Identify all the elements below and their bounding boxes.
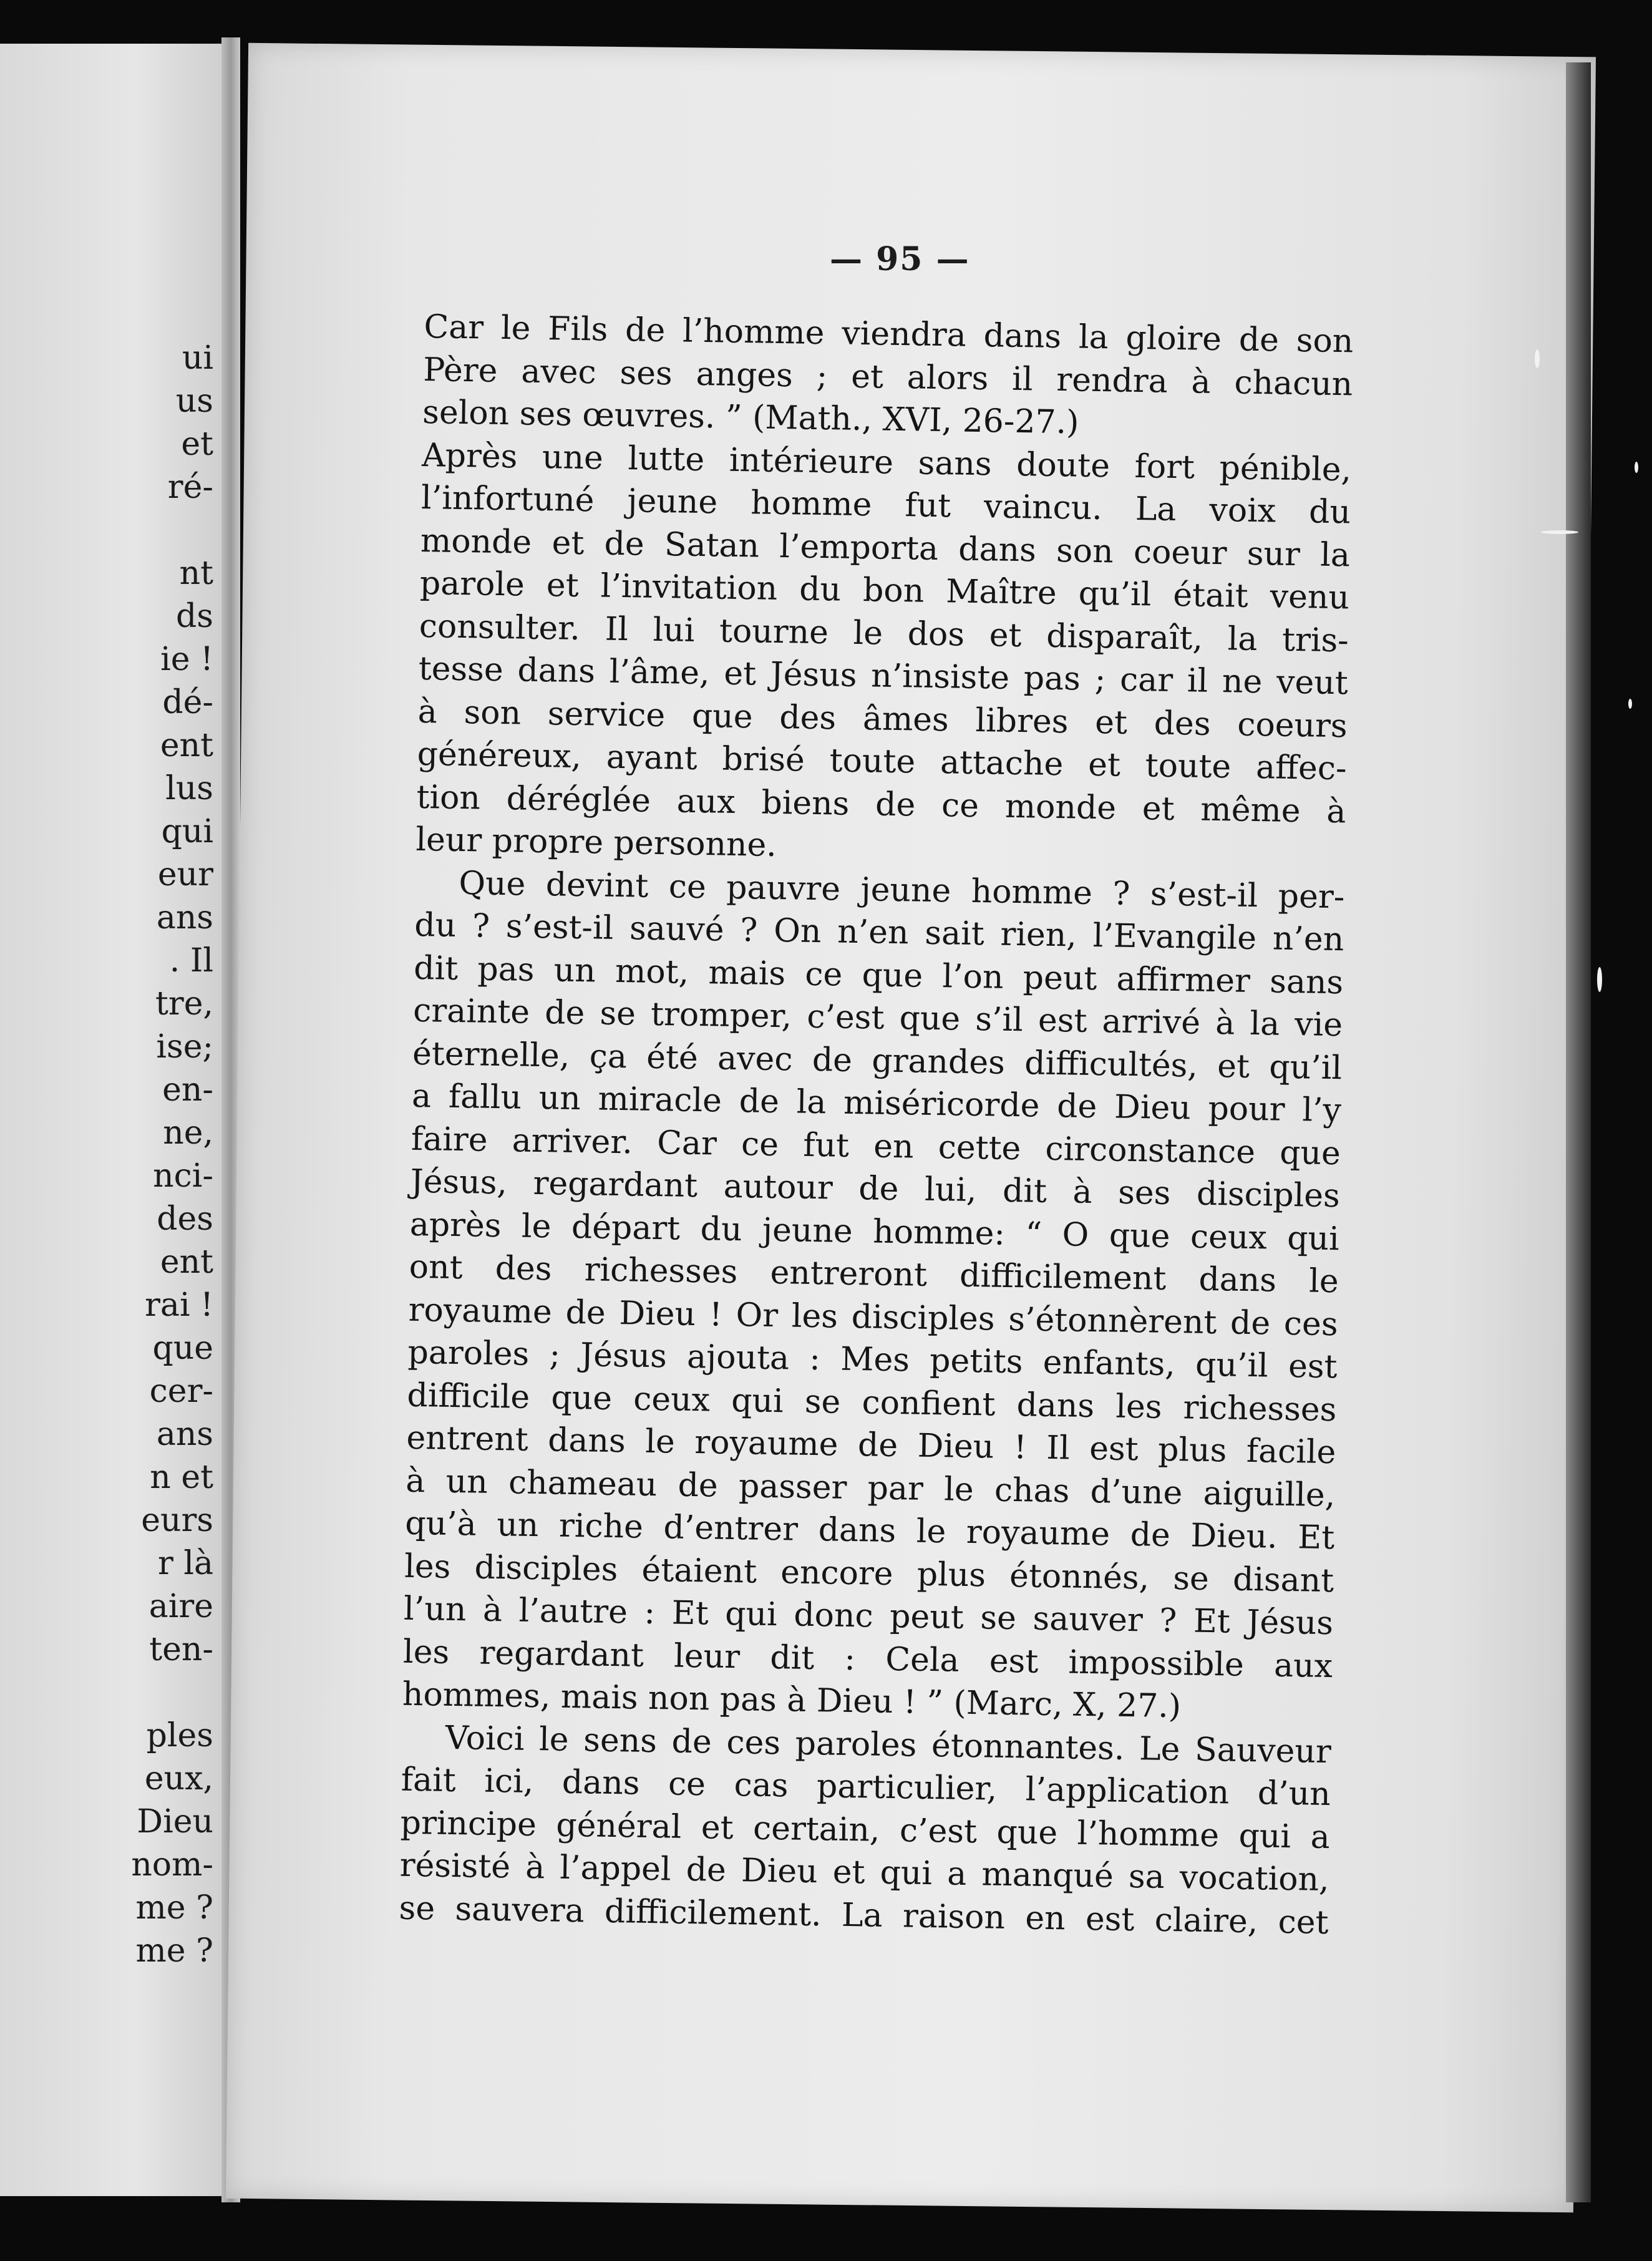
left-page-fragment: en- [162,1071,213,1109]
text-line: les regardant leur dit : Cela est impossible aux [402,1633,1333,1685]
left-page-fragment: aire [148,1588,213,1625]
text-line: a fallu un miracle de la miséricorde de Dieu pour l’y [411,1077,1342,1130]
text-line: royaume de Dieu ! Or les disciples s’étonnèrent de ces [408,1291,1339,1343]
text-line: hommes, mais non pas à Dieu ! ” (Marc, X, 27.) [402,1675,1182,1726]
body-text [399,306,1354,1944]
scan-speck [1628,699,1632,709]
left-page-fragment: ples [146,1717,213,1754]
left-page-fragment: eurs [141,1502,213,1539]
page-edge-shadow [1566,62,1591,2202]
left-page-fragment: nci- [153,1157,213,1195]
left-page-fragment: des [157,1200,213,1238]
text-line: Père avec ses anges ; et alors il rendra à chacun [422,351,1353,403]
text-line: à son service que des âmes libres et des coeurs [417,693,1348,745]
left-page-fragment: me ? [135,1889,213,1927]
left-page-fragment: ne, [163,1114,213,1152]
left-page-fragment: ans [156,899,213,936]
left-page-fragment: r là [157,1545,213,1582]
left-page-fragment: cer- [149,1373,213,1410]
text-line: dit pas un mot, mais ce que l’on peut affirmer sans [413,949,1344,1001]
left-page-fragment: n et [150,1459,213,1496]
left-page-fragment: Dieu [137,1803,213,1840]
text-line: consulter. Il lui tourne le dos et disparaît, la tris- [419,607,1349,659]
left-page-fragment [131,1671,213,1714]
text-line: l’un à l’autre : Et qui donc peut se sauver ? Et Jésus [403,1590,1334,1643]
left-page-fragment: que [152,1330,213,1367]
left-page-fragment: nt [179,555,213,592]
left-page-fragment: eux, [144,1760,213,1797]
text-line: Que devint ce pauvre jeune homme ? s’est-il per- [458,864,1345,916]
text-line: ont des richesses entreront difficilement dans le [409,1248,1339,1301]
left-page-text-fragments [131,337,213,1973]
left-facing-page [0,44,225,2196]
text-line: après le départ du jeune homme: “ O que ceux qui [409,1205,1340,1258]
text-line: Voici le sens de ces paroles étonnantes. Le Sauveur [445,1719,1332,1771]
text-line: crainte de se tromper, c’est que s’il est arrivé à la vie [412,991,1343,1044]
text-line: leur propre personne. [415,820,777,864]
left-page-fragment: qui [161,813,213,850]
left-page-fragment: ie ! [160,641,213,678]
text-line: principe général et certain, c’est que l’homme qui a [400,1804,1331,1856]
left-page-fragment: dé- [162,684,213,721]
text-line: Après une lutte intérieure sans doute fort pénible, [421,436,1352,489]
left-page-fragment: ent [160,1243,213,1281]
text-line: du ? s’est-il sauvé ? On n’en sait rien, l’Evangile n’en [414,906,1344,959]
text-line: faire arriver. Car ce fut en cette circonstance que [411,1120,1341,1172]
left-page-fragment: nom- [131,1846,213,1884]
text-line: les disciples étaient encore plus étonnés, se disant [404,1547,1334,1600]
left-page-fragment: ds [176,598,213,635]
left-page-fragment: rai ! [145,1286,213,1324]
text-line: selon ses œuvres. ” (Math., XVI, 26-27.) [422,393,1079,442]
text-line: tion déréglée aux biens de ce monde et même à [416,778,1346,830]
text-line: éternelle, ça été avec de grandes difficultés, et qu’il [412,1034,1343,1087]
left-page-fragment: me ? [135,1932,213,1970]
left-page-fragment: tre, [155,985,213,1023]
left-page-fragment: eur [157,856,213,893]
scan-speck [1535,349,1540,368]
text-line: qu’à un riche d’entrer dans le royaume de Dieu. Et [404,1504,1335,1557]
text-line: parole et l’invitation du bon Maître qu’il était venu [419,564,1350,617]
scan-speck [1635,462,1638,473]
scan-speck [1541,530,1578,534]
text-line: paroles ; Jésus ajouta : Mes petits enfants, qu’il est [407,1333,1338,1386]
text-line: se sauvera difficilement. La raison en est claire, cet [399,1889,1329,1942]
left-page-fragment: ent [160,727,213,764]
text-line: Jésus, regardant autour de lui, dit à ses disciples [410,1162,1341,1215]
left-page-fragment: lus [165,770,213,807]
text-line: tesse dans l’âme, et Jésus n’insiste pas ; car il ne veut [418,649,1349,703]
left-page-fragment: ise; [156,1028,213,1066]
text-line: monde et de Satan l’emporta dans son coeur sur la [420,522,1351,574]
left-page-fragment: ten- [149,1631,213,1668]
left-page-fragment: et [181,425,213,463]
left-page-fragment [131,509,213,552]
text-line: entrent dans le royaume de Dieu ! Il est plus facile [406,1419,1336,1472]
left-page-fragment: . Il [169,942,213,980]
page-number: — 95 — [830,240,970,278]
text-line: à un chameau de passer par le chas d’une aiguille, [405,1462,1336,1514]
left-page-fragment: ans [156,1416,213,1453]
text-line: résisté à l’appel de Dieu et qui a manqué sa vocation, [399,1846,1330,1899]
left-page-fragment: ré- [167,469,213,506]
left-page-fragment: ui [182,339,213,377]
left-page-fragment: us [175,382,213,420]
text-line: généreux, ayant brisé toute attache et toute affec- [417,735,1347,788]
scan-speck [1597,967,1602,992]
text-line: difficile que ceux qui se confient dans les richesses [407,1376,1337,1429]
text-line: fait ici, dans ce cas particulier, l’application d’un [401,1761,1331,1814]
text-line: Car le Fils de l’homme viendra dans la gloire de son [423,308,1354,361]
text-line: l’infortuné jeune homme fut vaincu. La voix du [420,479,1351,532]
